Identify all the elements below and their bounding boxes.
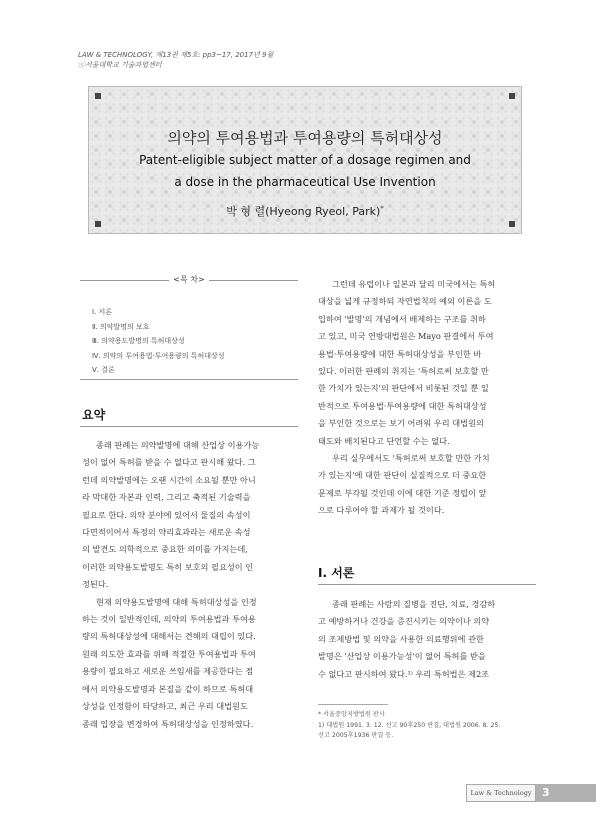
intro-heading: Ⅰ. 서론 (318, 566, 355, 580)
intro-divider (318, 584, 536, 585)
toc-item: Ⅲ. 의약용도발명의 특허대상성 (92, 337, 185, 345)
text-line: 그런데 유럽이나 일본과 달리 미국에서는 특허 (332, 279, 496, 289)
text-line: 한 가치가 있는지'의 판단에서 비롯된 것일 뿐 일 (318, 383, 489, 394)
corner-mark-icon (95, 221, 101, 227)
corner-mark-icon (509, 93, 515, 99)
abstract-body (82, 437, 298, 733)
text-line: 종래 판례는 사람의 질병을 진단, 치료, 경감하 (332, 599, 496, 609)
footnotes (318, 710, 500, 742)
corner-mark-icon (509, 221, 515, 227)
text-line: 종래 입장을 변경하여 특허대상성을 인정하였다. (82, 718, 254, 729)
text-line: 으로 다루어야 할 과제가 될 것이다. (318, 505, 445, 516)
author (89, 203, 521, 219)
text-line: 성이 없어 특허를 받을 수 없다고 판시해 왔다. 그 (82, 457, 256, 468)
intro-body (318, 596, 536, 683)
text-line: 의 조제방법 및 의약을 사용한 의료행위에 관한 (318, 633, 484, 644)
journal-copyright: ⓒ서울대학교 기술과법센터 (78, 61, 162, 69)
text-line: 수 없다고 판시하여 왔다.¹⁾ 우리 특허법은 제2조 (318, 668, 490, 679)
text-line: 용법·투여용량에 대한 특허대상성을 부인한 바 (318, 348, 482, 359)
abstract-continued (318, 276, 536, 520)
table-of-contents (80, 275, 298, 380)
journal-header (78, 50, 273, 70)
text-line: 입하여 '발명'의 개념에서 배제하는 구조를 취하 (318, 313, 486, 324)
text-line: 고 예방하거나 건강을 증진시키는 의약이나 의약 (318, 616, 490, 627)
footnote: 선고 2005후1936 판결 등. (318, 732, 394, 739)
page-number: 3 (536, 784, 596, 802)
text-line: 을 부인한 것으로는 보기 어려워 우리 대법원의 (318, 418, 484, 429)
corner-mark-icon (95, 93, 101, 99)
footnote: * 서울중앙지방법원 판사 (318, 711, 385, 718)
text-line: 의 발견도 의학적으로 중요한 의미를 가지는데, (82, 544, 248, 555)
text-line: 상성을 인정함이 타당하고, 최근 우리 대법원도 (82, 701, 248, 712)
toc-item: Ⅱ. 의약발명의 보호 (92, 322, 150, 331)
toc-item: Ⅳ. 의약의 투여용법·투여용량의 특허대상성 (92, 351, 225, 360)
text-line: 종래 판례는 의약발명에 대해 산업상 이용가능 (96, 440, 260, 450)
text-line: 다면적이어서 특정의 약리효과라는 새로운 속성 (82, 527, 251, 538)
author-name: 박 형 렬(Hyeong Ryeol, Park) (226, 205, 381, 218)
author-footnote-mark: * (380, 204, 384, 213)
text-line: 반적으로 투여용법·투여용량에 대한 특허대상성 (318, 400, 487, 411)
text-line: 가 있는지'에 대한 판단이 실질적으로 더 중요한 (318, 470, 487, 481)
abstract-heading: 요약 (82, 408, 106, 422)
text-line: 문제로 부각될 것인데 이에 대한 기준 정립이 앞 (318, 487, 487, 498)
text-line: 대상을 넓게 규정하되 자연법칙의 예외 이론을 도 (318, 296, 492, 307)
text-line: 필요로 한다. 의약 분야에 있어서 물질의 속성이 (82, 509, 251, 520)
text-line: 고 있고, 미국 연방대법원은 Mayo 판결에서 투여 (318, 331, 494, 342)
text-line: 라 막대한 자본과 인력, 그리고 축적된 기술력을 (82, 492, 251, 503)
footnote: 1) 대법원 1991. 3. 12. 선고 90후250 판결, 대법원 2006. 8. 25. (318, 721, 501, 729)
text-line: 우리 실무에서도 '특허로써 보호할 만한 가치 (332, 453, 490, 464)
title-english-line2: a dose in the pharmaceutical Use Invention (174, 175, 436, 189)
page-footer (466, 784, 596, 802)
text-line: 태도와 배치된다고 단언할 수는 없다. (318, 435, 450, 446)
title-box (88, 86, 522, 234)
abstract-divider (80, 426, 298, 427)
footer-journal-label: Law & Technology (466, 784, 536, 802)
toc-list (92, 305, 225, 378)
text-line: 하는 것이 일반적인데, 의약의 투여용법과 투여용 (82, 614, 256, 625)
toc-item: Ⅰ. 서론 (92, 308, 113, 316)
text-line: 발명은 '산업상 이용가능성'이 없어 특허를 받을 (318, 651, 486, 662)
text-line: 량의 특허대상성에 대해서는 견해의 대립이 있다. (82, 631, 256, 642)
journal-citation: LAW & TECHNOLOGY, 제13권 제5호: pp3~17, 2017년 9월 (78, 51, 274, 59)
toc-heading: <목 차> (169, 275, 208, 284)
text-line: 런데 의약발명에는 오랜 시간이 소요될 뿐만 아니 (82, 474, 256, 485)
text-line: 이러한 의약용도발명도 특히 보호의 필요성이 인 (82, 561, 254, 572)
toc-item: Ⅴ. 결론 (92, 366, 115, 374)
text-line: 있다. 이러한 판례의 취지는 '특허로써 보호할 만 (318, 366, 489, 377)
text-line: 용량이 필요하고 새로운 쓰임새를 제공한다는 점 (82, 666, 254, 677)
text-line: 정된다. (82, 579, 109, 590)
footnote-divider (318, 704, 388, 705)
text-line: 원래 의도한 효과를 위해 적절한 투여용법과 투여 (82, 648, 256, 659)
title-english-line1: Patent-eligible subject matter of a dosage regimen and (139, 153, 471, 167)
text-line: 에서 의약용도발명과 본질을 같이 하므로 특허대 (82, 683, 254, 694)
text-line: 현재 의약용도발명에 대해 특허대상성을 인정 (96, 596, 257, 607)
title-korean: 의약의 투여용법과 투여용량의 특허대상성 (167, 129, 443, 147)
